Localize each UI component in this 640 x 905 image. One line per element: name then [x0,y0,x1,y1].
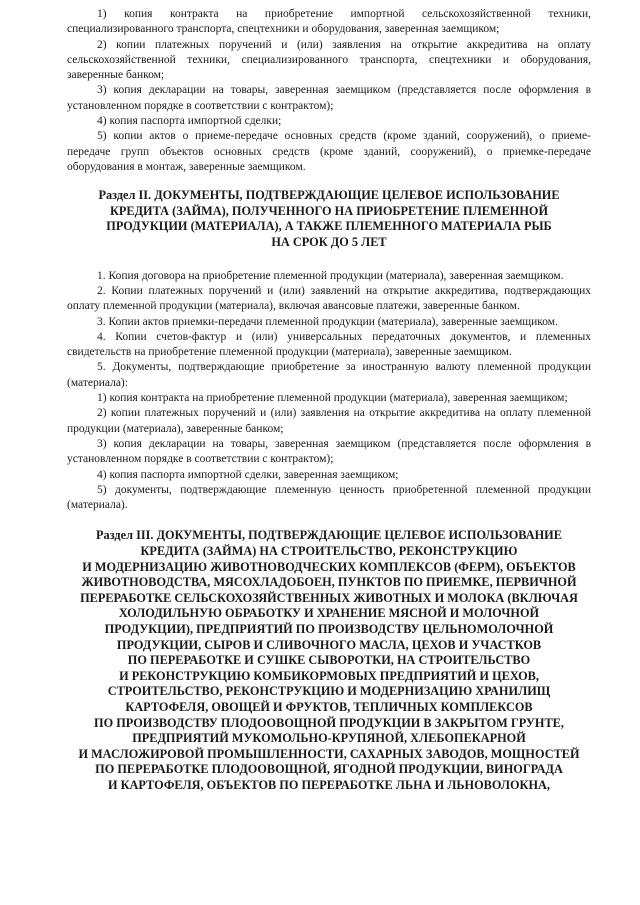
heading-line: ЖИВОТНОВОДСТВА, МЯСОХЛАДОБОЕН, ПУНКТОВ ПО ПРИЕМКЕ, ПЕРВИЧНОЙ [81,575,577,590]
section3-heading [67,528,591,793]
paragraph: 4. Копии счетов-фактур и (или) универсальных передаточных документов, и племенных свидетельств на приобретение племенной продукции (материала), заверенные заемщиком. [67,330,591,359]
heading-line: НА СРОК ДО 5 ЛЕТ [271,235,387,250]
paragraph: 2) копии платежных поручений и (или) заявления на открытие аккредитива на оплату племенной продукции (материала), заверенные банком; [67,407,591,435]
heading-line: ХОЛОДИЛЬНУЮ ОБРАБОТКУ И ХРАНЕНИЕ МЯСНОЙ И МОЛОЧНОЙ [118,606,540,621]
paragraph: 4) копия паспорта импортной сделки; [97,115,282,128]
heading-line: Раздел III. ДОКУМЕНТЫ, ПОДТВЕРЖДАЮЩИЕ ЦЕЛЕВОЕ ИСПОЛЬЗОВАНИЕ [96,528,562,543]
paragraph: 3) копия декларации на товары, заверенная заемщиком (представляется после оформления в установленном порядке в соответствии с контрактом); [67,84,591,112]
heading-line: КРЕДИТА (ЗАЙМА) НА СТРОИТЕЛЬСТВО, РЕКОНСТРУКЦИЮ [140,543,518,558]
section2-body [67,269,591,514]
heading-line: И МАСЛОЖИРОВОЙ ПРОМЫШЛЕННОСТИ, САХАРНЫХ ЗАВОДОВ, МОЩНОСТЕЙ [78,746,580,761]
heading-line: И РЕКОНСТРУКЦИЮ КОМБИКОРМОВЫХ ПРЕДПРИЯТИЙ И ЦЕХОВ, [119,668,539,683]
heading-line: ПО ПЕРЕРАБОТКЕ ПЛОДООВОЩНОЙ, ЯГОДНОЙ ПРОДУКЦИИ, ВИНОГРАДА [95,762,563,777]
paragraph: 3. Копии актов приемки-передачи племенной продукции (материала), заверенные заемщиком. [97,315,558,328]
paragraph: 5. Документы, подтверждающие приобретение за иностранную валюту племенной продукции (материала): [67,361,591,389]
heading-line: ПРОДУКЦИИ), ПРЕДПРИЯТИЙ ПО ПРОИЗВОДСТВУ ЦЕЛЬНОМОЛОЧНОЙ [104,621,554,636]
paragraph: 1) копия контракта на приобретение племенной продукции (материала), заверенная заемщиком; [97,392,568,405]
paragraph: 2. Копии платежных поручений и (или) заявлений на открытие аккредитива, подтверждающих оплату племенной продукции (материала), включая авансовые платежи, заверенные банком. [67,284,591,313]
heading-line: КРЕДИТА (ЗАЙМА), ПОЛУЧЕННОГО НА ПРИОБРЕТЕНИЕ ПЛЕМЕННОЙ [109,203,549,218]
heading-line: Раздел II. ДОКУМЕНТЫ, ПОДТВЕРЖДАЮЩИЕ ЦЕЛЕВОЕ ИСПОЛЬЗОВАНИЕ [98,188,560,203]
heading-line: ПРЕДПРИЯТИЙ МУКОМОЛЬНО-КРУПЯНОЙ, ХЛЕБОПЕКАРНОЙ [132,731,526,746]
heading-line: ПО ПРОИЗВОДСТВУ ПЛОДООВОЩНОЙ ПРОДУКЦИИ В ЗАКРЫТОМ ГРУНТЕ, [94,715,564,730]
paragraph: 2) копии платежных поручений и (или) заявления на открытие аккредитива на оплату сельскохозяйственной техники, специализированного транспорта, спецтехники и оборудования, заверенные банком; [67,38,591,82]
heading-line: И КАРТОФЕЛЯ, ОБЪЕКТОВ ПО ПЕРЕРАБОТКЕ ЛЬНА И ЛЬНОВОЛОКНА, [108,777,550,792]
heading-line: ПРОДУКЦИИ, СЫРОВ И СЛИВОЧНОГО МАСЛА, ЦЕХОВ И УЧАСТКОВ [116,637,542,652]
paragraph: 1) копия контракта на приобретение импортной сельскохозяйственной техники, специализированного транспорта, спецтехники и оборудования, заверенная заемщиком; [67,8,591,36]
heading-line: КАРТОФЕЛЯ, ОВОЩЕЙ И ФРУКТОВ, ТЕПЛИЧНЫХ КОМПЛЕКСОВ [125,699,533,714]
heading-line: СТРОИТЕЛЬСТВО, РЕКОНСТРУКЦИЮ И МОДЕРНИЗАЦИЮ ХРАНИЛИЩ [107,684,551,699]
paragraph: 3) копия декларации на товары, заверенная заемщиком (представляется после оформления в установленном порядке в соответствии с контрактом); [67,437,591,466]
section2-heading [67,188,591,250]
heading-line: ПРОДУКЦИИ (МАТЕРИАЛА), А ТАКЖЕ ПЛЕМЕННОГО МАТЕРИАЛА РЫБ [106,219,552,234]
paragraph: 1. Копия договора на приобретение племенной продукции (материала), заверенная заемщиком. [97,269,564,282]
document-page [67,0,591,793]
heading-line: ПО ПЕРЕРАБОТКЕ И СУШКЕ СЫВОРОТКИ, НА СТРОИТЕЛЬСТВО [127,653,531,668]
paragraph: 5) копии актов о приеме-передаче основных средств (кроме зданий, сооружений), о приеме-передаче групп объектов основных средств (кроме зданий, сооружений), о приемке-передаче оборудования в монтаж, заверенные заемщиком. [67,130,591,173]
section1-tail [67,7,591,175]
heading-line: И МОДЕРНИЗАЦИЮ ЖИВОТНОВОДЧЕСКИХ КОМПЛЕКСОВ (ФЕРМ), ОБЪЕКТОВ [82,559,576,574]
heading-line: ПЕРЕРАБОТКЕ СЕЛЬСКОХОЗЯЙСТВЕННЫХ ЖИВОТНЫХ И МОЛОКА (ВКЛЮЧАЯ [80,590,578,605]
paragraph: 5) документы, подтверждающие племенную ценность приобретенной племенной продукции (материала). [67,483,591,512]
paragraph: 4) копия паспорта импортной сделки, заверенная заемщиком; [97,468,399,481]
